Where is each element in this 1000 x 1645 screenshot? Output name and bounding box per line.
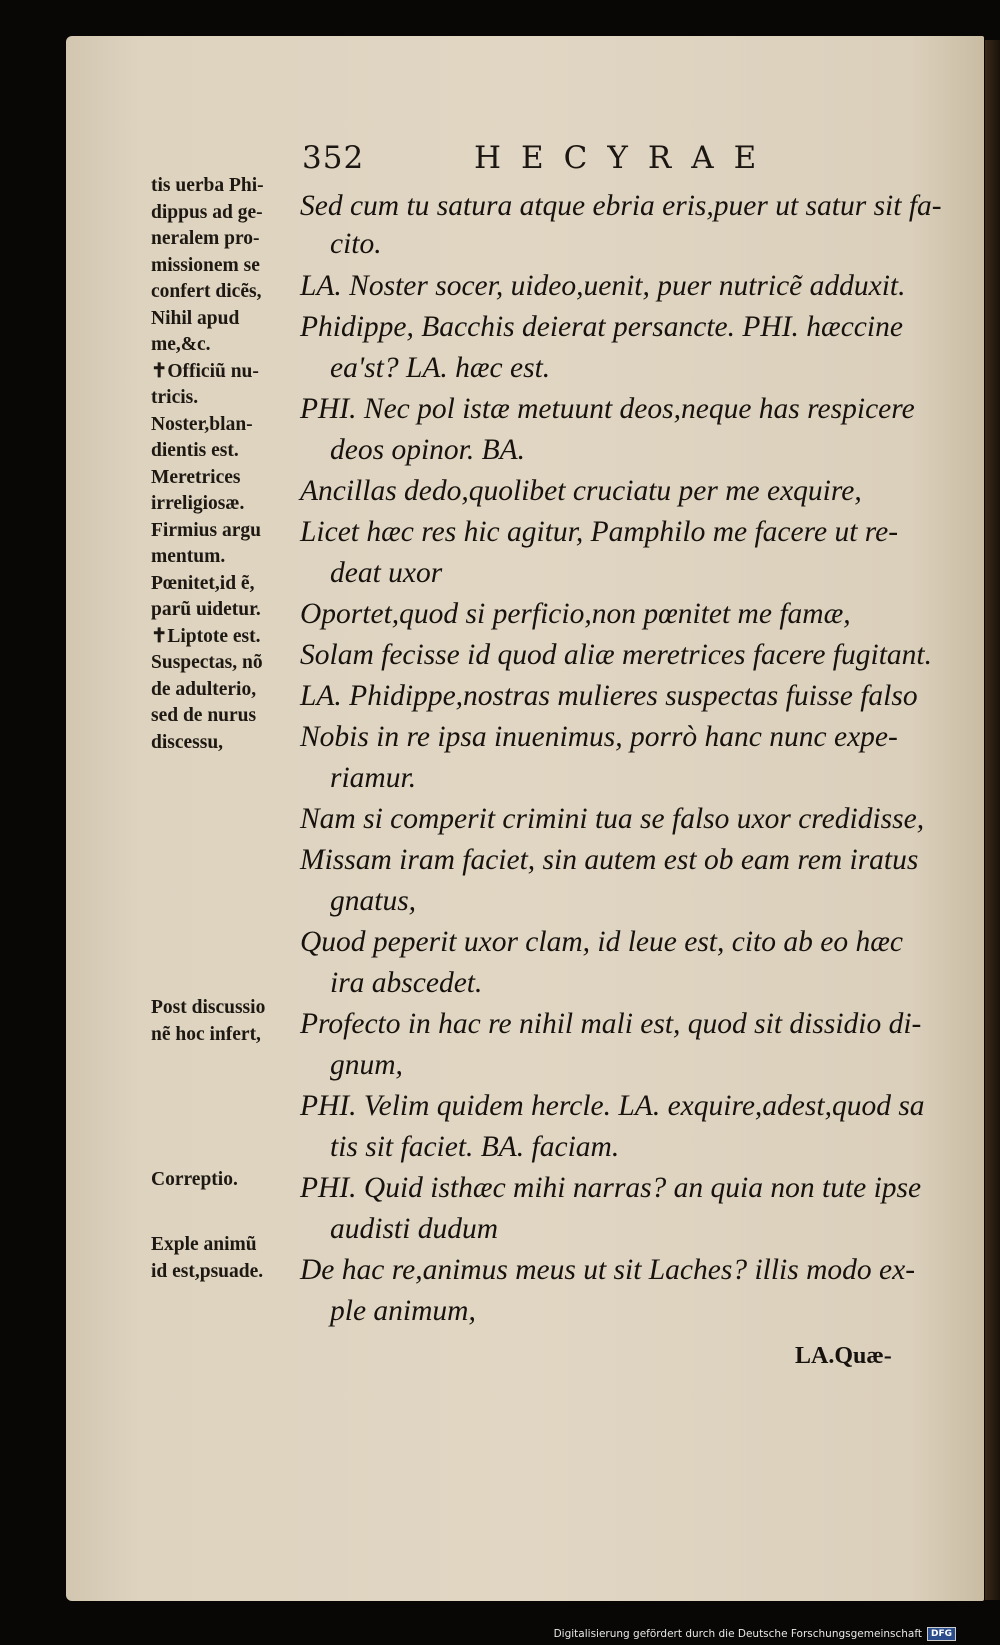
text-line: deos opinor. BA.: [330, 434, 526, 466]
marginalia-block-3: [151, 1167, 293, 1194]
book-spine: [985, 40, 1000, 1600]
text-line: PHI. Velim quidem hercle. LA. exquire,adest,quod sa: [300, 1090, 925, 1122]
text-line: LA. Noster socer, uideo,uenit, puer nutricẽ adduxit.: [300, 270, 906, 302]
margin-note: id est,psuade.: [151, 1260, 264, 1282]
text-line: Phidippe, Bacchis deierat persancte. PHI. hæccine: [300, 311, 903, 343]
footer-text: Digitalisierung gefördert durch die Deutsche Forschungsgemeinschaft: [553, 1628, 922, 1640]
text-line: PHI. Quid isthæc mihi narras? an quia non tute ipse: [300, 1172, 922, 1204]
text-line: cito.: [330, 228, 382, 260]
text-line: deat uxor: [330, 557, 443, 589]
margin-note: Suspectas, nõ: [151, 652, 263, 673]
text-line: Profecto in hac re nihil mali est, quod sit dissidio di-: [300, 1008, 922, 1040]
margin-note: me,&c.: [151, 334, 211, 355]
margin-note: Post discussio: [151, 997, 266, 1018]
text-line: riamur.: [330, 762, 417, 794]
margin-note: dippus ad ge-: [151, 201, 263, 223]
margin-note: mentum.: [151, 546, 226, 567]
margin-note: Correptio.: [151, 1169, 238, 1190]
text-line: Nam si comperit crimini tua se falso uxor credidisse,: [300, 803, 925, 835]
text-line: gnum,: [330, 1049, 403, 1081]
margin-note: confert dicẽs,: [151, 281, 262, 302]
catchword: LA.Quæ-: [795, 1343, 892, 1369]
running-head: HECYRAE: [474, 140, 777, 176]
text-line: Ancillas dedo,quolibet cruciatu per me exquire,: [300, 475, 862, 507]
margin-note: de adulterio,: [151, 678, 257, 700]
marginalia-block-2: [151, 995, 293, 1048]
text-line: Nobis in re ipsa inuenimus, porrò hanc nunc expe-: [300, 721, 898, 753]
margin-note: missionem se: [151, 254, 260, 276]
margin-note: Meretrices: [151, 466, 241, 488]
margin-note: ✝Officiũ nu-: [151, 360, 259, 382]
text-line: Oportet,quod si perficio,non pœnitet me famæ,: [300, 598, 851, 630]
dfg-logo: DFG: [927, 1627, 956, 1641]
text-line: gnatus,: [330, 885, 417, 917]
text-line: LA. Phidippe,nostras mulieres suspectas fuisse falso: [300, 680, 918, 712]
page-number: 352: [302, 140, 365, 176]
margin-note: dientis est.: [151, 440, 239, 461]
text-line: ple animum,: [330, 1295, 476, 1327]
text-line: ea'st? LA. hæc est.: [330, 352, 551, 384]
margin-note: nẽ hoc infert,: [151, 1023, 261, 1045]
text-line: Sed cum tu satura atque ebria eris,puer ut satur sit fa-: [300, 190, 942, 222]
text-line: Licet hæc res hic agitur, Pamphilo me facere ut re-: [300, 516, 899, 548]
text-line: tis sit faciet. BA. faciam.: [330, 1131, 620, 1163]
text-line: audisti dudum: [330, 1213, 498, 1245]
text-line: De hac re,animus meus ut sit Laches? illis modo ex-: [300, 1254, 916, 1286]
margin-note: tis uerba Phi-: [151, 175, 264, 196]
page-header: [302, 140, 777, 176]
margin-note: irreligiosæ.: [151, 493, 245, 514]
text-line: Missam iram faciet, sin autem est ob eam rem iratus: [300, 844, 919, 876]
margin-note: ✝Liptote est.: [151, 625, 261, 647]
text-line: PHI. Nec pol istæ metuunt deos,neque has respicere: [300, 393, 915, 425]
margin-note: Noster,blan-: [151, 413, 253, 435]
text-line: ira abscedet.: [330, 967, 483, 999]
margin-note: tricis.: [151, 387, 199, 408]
text-line: Quod peperit uxor clam, id leue est, cito ab eo hæc: [300, 926, 903, 958]
margin-note: neralem pro-: [151, 228, 260, 249]
marginalia-block-1: [151, 173, 293, 756]
margin-note: Firmius argu: [151, 519, 261, 541]
digitization-footer: [554, 1627, 956, 1641]
margin-note: parũ uidetur.: [151, 599, 261, 620]
marginalia-block-4: [151, 1232, 293, 1285]
margin-note: Exple animũ: [151, 1234, 257, 1255]
margin-note: sed de nurus: [151, 705, 257, 726]
margin-note: Pœnitet,id ẽ,: [151, 572, 255, 594]
margin-note: discessu,: [151, 731, 224, 753]
text-line: Solam fecisse id quod aliæ meretrices facere fugitant.: [300, 639, 932, 671]
margin-note: Nihil apud: [151, 307, 240, 329]
